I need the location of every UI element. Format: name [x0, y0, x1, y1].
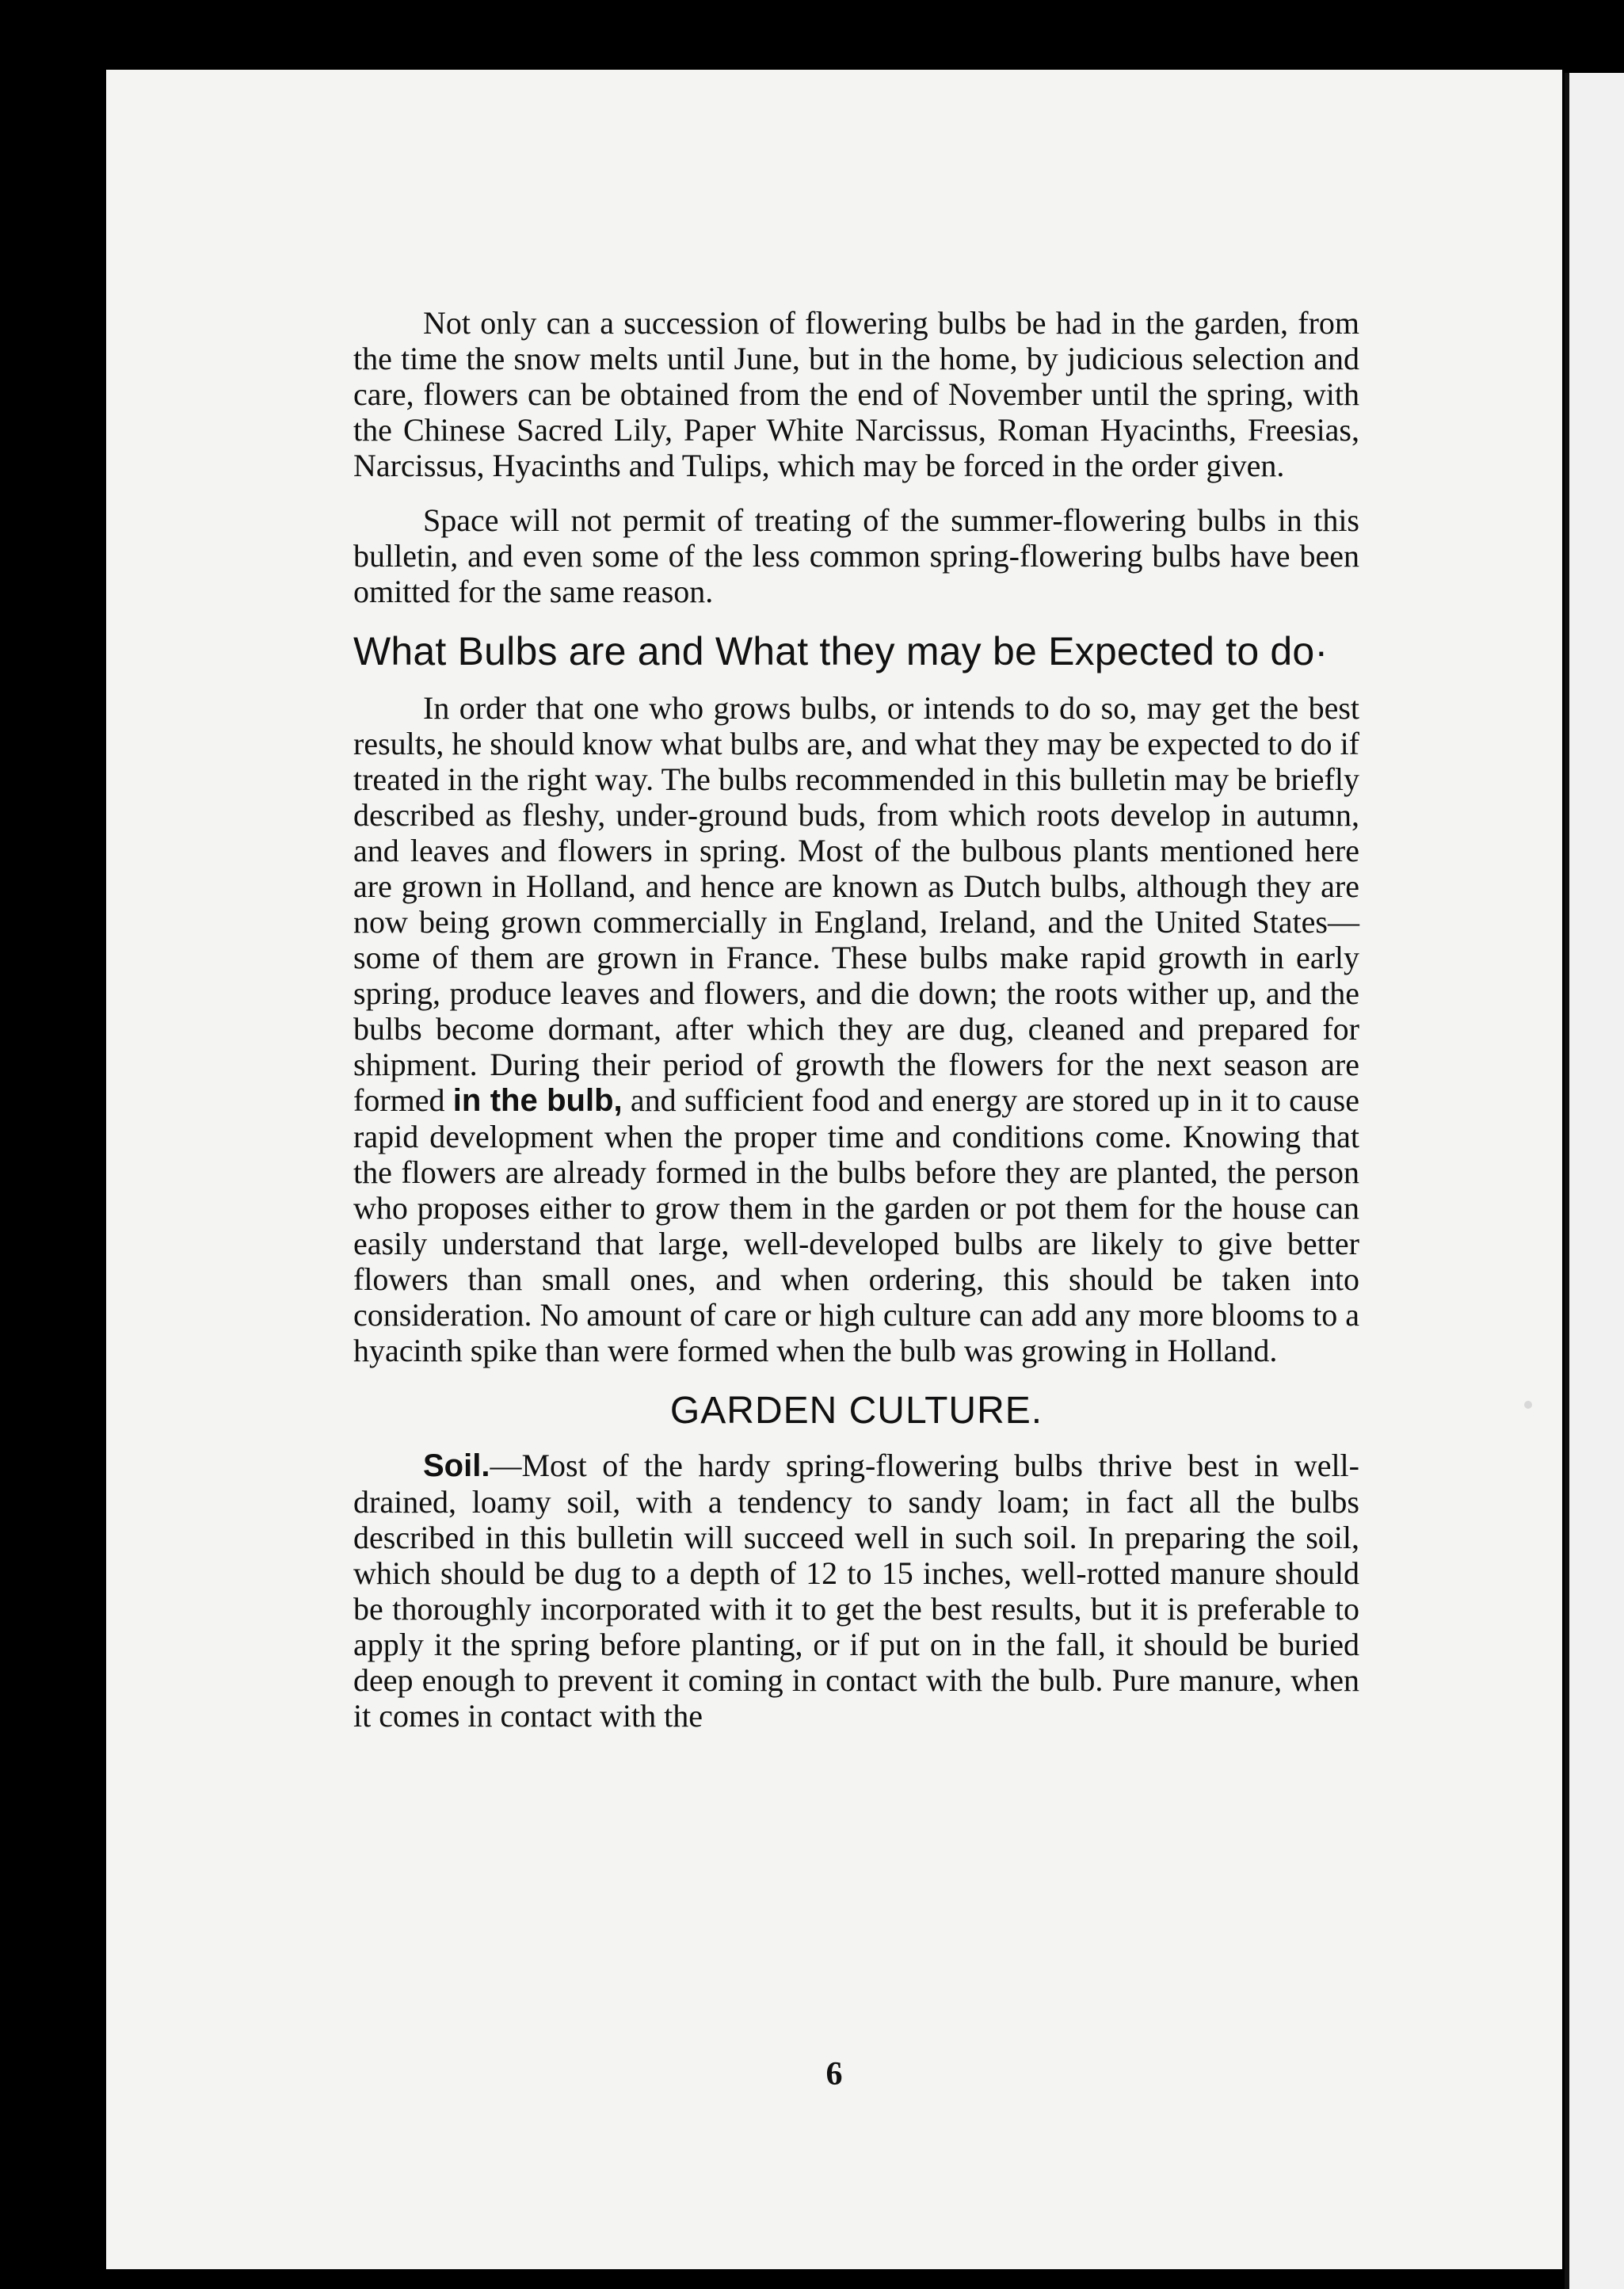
section-heading-garden-culture: GARDEN CULTURE. — [669, 1390, 1043, 1432]
what-bulbs-text-start: In order that one who grows bulbs, or intends to do so, may get the best results, he should know what bulbs are, and what they may be expected to do if treated in the right way. The bulbs recommended in this bulletin may be briefly described as fleshy, under-ground buds, from which roots develop in autumn, and leaves and flowers in spring. Most of the bulbous plants mentioned here are grown in Holland, and hence are known as Dutch bulbs, although they are now being grown commercially in England, Ireland, and the United States—some of them are grown in France. These bulbs make rapid growth in early spring, produce leaves and flowers, and die down; the roots wither up, and the bulbs become dormant, after which they are dug, cleaned and prepared for shipment. During their period of growth the flowers for the next season are formed — [353, 690, 1359, 1118]
intro-paragraph-2: Space will not permit of treating of the summer-flowering bulbs in this bulletin, and even some of the less common spring-flowering bulbs have been omitted for the same reason. — [353, 502, 1359, 609]
soil-label: Soil. — [423, 1448, 490, 1483]
what-bulbs-paragraph — [353, 690, 1359, 1368]
soil-paragraph — [353, 1448, 1359, 1734]
page-number: 6 — [825, 2056, 843, 2093]
body-text — [353, 305, 1359, 1734]
bold-phrase-in-the-bulb: in the bulb, — [452, 1083, 623, 1118]
section-heading-what-bulbs: What Bulbs are and What they may be Expected to do· — [353, 629, 1329, 673]
what-bulbs-text-end: and sufficient food and energy are stored up in it to cause rapid development when the proper time and conditions come. Knowing that the flowers are already formed in the bulbs before they are planted, the person who proposes either to grow them in the garden or pot them for the house can easily understand that large, well-developed bulbs are likely to give better flowers than small ones, and when ordering, this should be taken into consideration. No amount of care or high culture can add any more blooms to a hyacinth spike than were formed when the bulb was growing in Holland. — [353, 1082, 1360, 1368]
adjacent-page-edge — [1565, 73, 1624, 2289]
soil-text: —Most of the hardy spring-flowering bulbs thrive best in well-drained, loamy soil, with a tendency to sandy loam; in fact all the bulbs described in this bulletin will succeed well in such soil. In preparing the soil, which should be dug to a depth of 12 to 15 inches, well-rotted manure should be thoroughly incorporated with it to get the best results, but it is preferable to apply it the spring before planting, or if put on in the fall, it should be buried deep enough to prevent it coming in contact with the bulb. Pure manure, when it comes in contact with the — [353, 1448, 1359, 1734]
intro-paragraph-1: Not only can a succession of flowering bulbs be had in the garden, from the time the snow melts until June, but in the home, by judicious selection and care, flowers can be obtained from the end of November until the spring, with the Chinese Sacred Lily, Paper White Narcissus, Roman Hyacinths, Freesias, Narcissus, Hyacinths and Tulips, which may be forced in the order given. — [353, 305, 1359, 483]
scan-blemish — [1524, 1401, 1532, 1409]
